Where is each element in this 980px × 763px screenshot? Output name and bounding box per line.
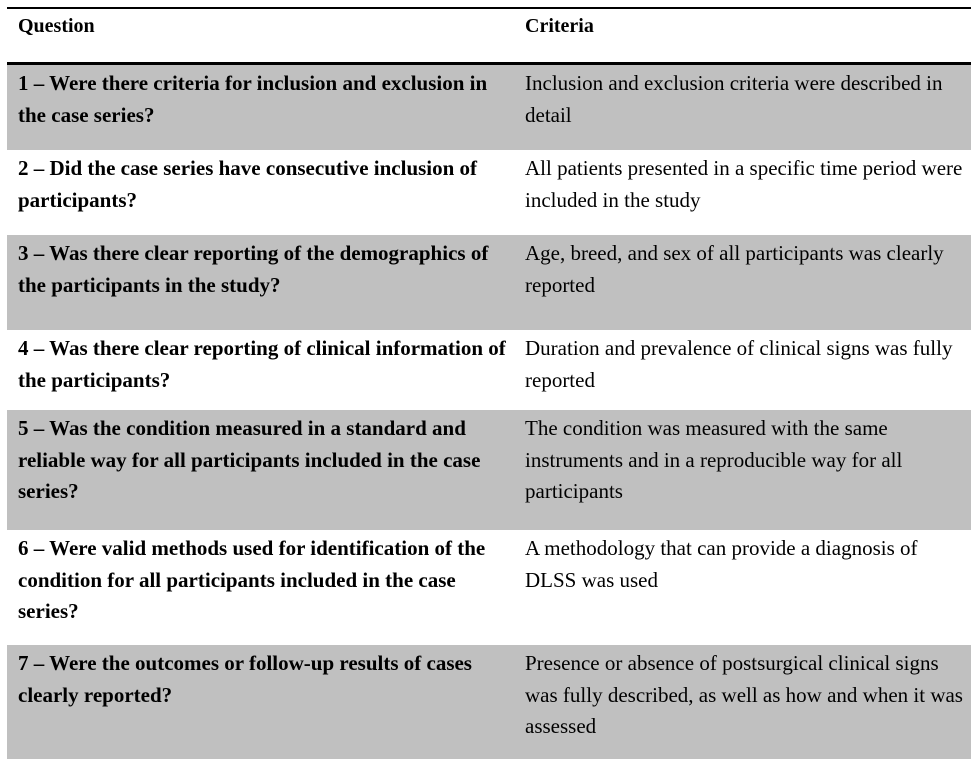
table-row: [7, 150, 971, 235]
header-question: Question: [18, 15, 95, 37]
criteria-cell: Presence or absence of postsurgical clinical signs was fully described, as well as how and when it was assessed: [525, 651, 963, 738]
criteria-cell: Duration and prevalence of clinical signs was fully reported: [525, 336, 953, 392]
table-row: [7, 65, 971, 150]
criteria-table: [7, 7, 971, 759]
question-cell: 2 – Did the case series have consecutive inclusion of participants?: [18, 156, 478, 212]
criteria-cell: The condition was measured with the same instruments and in a reproducible way for all participants: [525, 416, 903, 503]
criteria-cell: Age, breed, and sex of all participants was clearly reported: [525, 241, 944, 297]
table-row: [7, 530, 971, 645]
question-cell: 6 – Were valid methods used for identification of the condition for all participants included in the case series?: [18, 536, 486, 623]
table-row: [7, 235, 971, 330]
table-row: [7, 645, 971, 759]
table-row: [7, 330, 971, 410]
criteria-cell: A methodology that can provide a diagnosis of DLSS was used: [525, 536, 918, 592]
question-cell: 4 – Was there clear reporting of clinical information of the participants?: [18, 336, 506, 392]
header-criteria: Criteria: [525, 15, 594, 37]
criteria-cell: All patients presented in a specific time period were included in the study: [525, 156, 963, 212]
table-header-row: [7, 9, 971, 65]
question-cell: 3 – Was there clear reporting of the demographics of the participants in the study?: [18, 241, 489, 297]
question-cell: 5 – Was the condition measured in a standard and reliable way for all participants included in the case series?: [18, 416, 481, 503]
question-cell: 7 – Were the outcomes or follow-up results of cases clearly reported?: [18, 651, 472, 707]
table-row: [7, 410, 971, 530]
question-cell: 1 – Were there criteria for inclusion and exclusion in the case series?: [18, 71, 488, 127]
criteria-cell: Inclusion and exclusion criteria were described in detail: [525, 71, 943, 127]
